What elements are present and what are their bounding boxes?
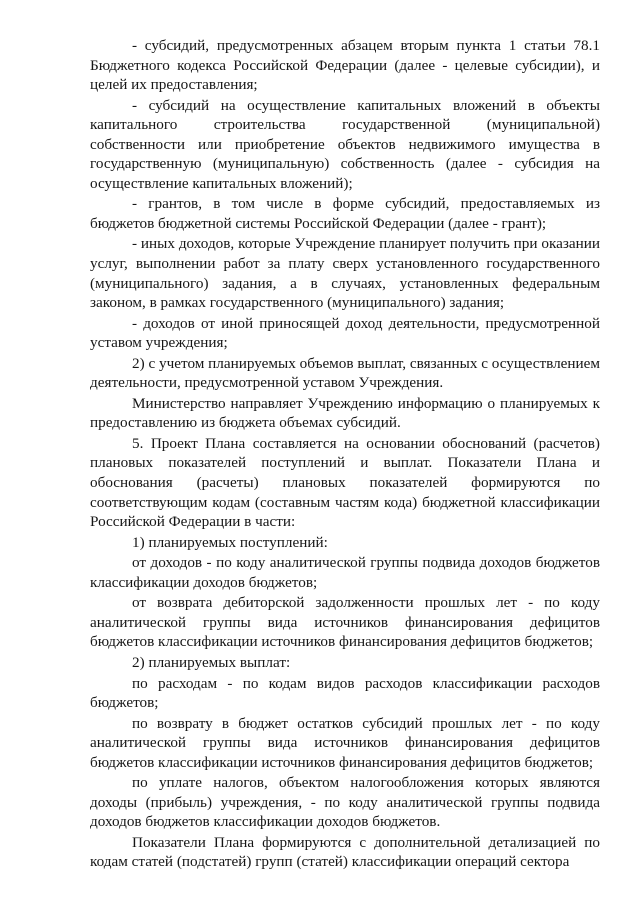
list-item-planned-payments: 2) планируемых выплат: <box>132 653 291 671</box>
paragraph-subsidy-returns: по возврату в бюджет остатков субсидий прошлых лет - по коду аналитической группы вида источников финансирования дефицитов бюджетов классификации источников финансирования дефицитов бюджетов; <box>90 714 600 771</box>
paragraph-income-generating-activity: - доходов от иной приносящей доход деятельности, предусмотренной уставом учреждения; <box>90 314 600 352</box>
paragraph-grants: - грантов, в том числе в форме субсидий, предоставляемых из бюджетов бюджетной системы Российской Федерации (далее - грант); <box>90 195 600 232</box>
paragraph-tax-payments: по уплате налогов, объектом налогообложения которых являются доходы (прибыль) учреждения, - по коду аналитической группы подвида доходов бюджетов классификации доходов бюджетов. <box>90 774 600 831</box>
paragraph-other-income: - иных доходов, которые Учреждение планирует получить при оказании услуг, выполнении работ за плату сверх установленного государственного (муниципального) задания, а в случаях, установленных федеральным законом, в рамках государственного (муниципального) задания; <box>90 235 600 312</box>
paragraph-capital-subsidies: - субсидий на осуществление капитальных вложений в объекты капитального строительства государственной (муниципальной) собственности или приобретение объектов недвижимого имущества в государственную (муниципальную) собственность (далее - субсидия на осуществление капитальных вложений); <box>90 96 600 192</box>
paragraph-plan-indicators: Показатели Плана формируются с дополнительной детализацией по кодам статей (подстатей) групп (статей) классификации операций сектора <box>90 833 600 871</box>
paragraph-expenses: по расходам - по кодам видов расходов классификации расходов бюджетов; <box>90 674 600 712</box>
document-body <box>90 36 600 872</box>
paragraph-targeted-subsidies: - субсидий, предусмотренных абзацем вторым пункта 1 статьи 78.1 Бюджетного кодекса Российской Федерации (далее - целевые субсидии), и целей их предоставления; <box>90 37 600 94</box>
paragraph-from-income: от доходов - по коду аналитической группы подвида доходов бюджетов классификации доходов бюджетов; <box>90 554 600 591</box>
paragraph-planned-payments-statute: 2) с учетом планируемых объемов выплат, связанных с осуществлением деятельности, предусмотренной уставом Учреждения. <box>90 354 600 392</box>
paragraph-ministry-info: Министерство направляет Учреждению информацию о планируемых к предоставлению из бюджета объемах субсидий. <box>90 394 600 432</box>
paragraph-receivables-return: от возврата дебиторской задолженности прошлых лет - по коду аналитической группы вида источников финансирования дефицитов бюджетов классификации источников финансирования дефицитов бюджетов; <box>90 594 600 651</box>
paragraph-section-5: 5. Проект Плана составляется на основании обоснований (расчетов) плановых показателей поступлений и выплат. Показатели Плана и обоснования (расчеты) плановых показателей формируются по соответствующим кодам (составным частям кода) бюджетной классификации Российской Федерации в части: <box>90 434 600 531</box>
list-item-planned-receipts: 1) планируемых поступлений: <box>132 533 328 551</box>
